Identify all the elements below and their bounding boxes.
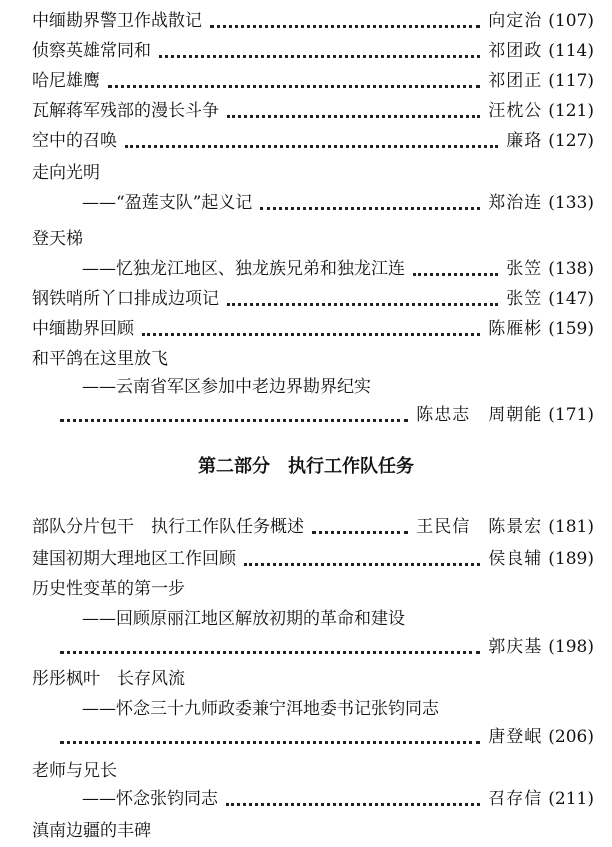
entry-author: 陈雁彬 bbox=[488, 319, 543, 339]
dot-leader bbox=[60, 650, 480, 654]
entry-author: 张笠 bbox=[506, 289, 543, 309]
entry-title: 和平鸽在这里放飞 bbox=[32, 349, 168, 369]
toc-entry bbox=[32, 32, 594, 62]
dot-leader bbox=[142, 332, 480, 336]
entry-author: 汪枕公 bbox=[488, 101, 543, 121]
entry-author: 祁团政 bbox=[488, 41, 543, 61]
dot-leader bbox=[227, 302, 498, 306]
entry-page-number: (147) bbox=[548, 289, 594, 309]
entry-page-number: (127) bbox=[548, 131, 594, 151]
dot-leader bbox=[413, 272, 498, 276]
dot-leader bbox=[60, 740, 480, 744]
toc-entry-subtitle bbox=[82, 250, 594, 280]
entry-subtitle: ——云南省军区参加中老边界勘界纪实 bbox=[82, 377, 371, 397]
entry-author: 王民信 陈景宏 bbox=[416, 517, 543, 537]
entry-author: 郭庆基 bbox=[488, 637, 543, 657]
toc-entry bbox=[32, 508, 594, 538]
entry-subtitle: ——忆独龙江地区、独龙族兄弟和独龙江连 bbox=[82, 259, 405, 279]
entry-author: 郑治连 bbox=[488, 193, 543, 213]
entry-title: 空中的召唤 bbox=[32, 131, 117, 151]
toc-entry-continuation bbox=[52, 396, 594, 426]
toc-entry bbox=[32, 340, 594, 370]
entry-subtitle: ——怀念三十九师政委兼宁洱地委书记张钧同志 bbox=[82, 699, 439, 719]
dot-leader bbox=[125, 144, 498, 148]
entry-title: 钢铁哨所丫口排成边项记 bbox=[32, 289, 219, 309]
entry-title: 登天梯 bbox=[32, 229, 83, 249]
entry-title: 彤彤枫叶 长存风流 bbox=[32, 669, 185, 689]
entry-author: 唐登岷 bbox=[488, 727, 543, 747]
entry-title: 瓦解蒋军残部的漫长斗争 bbox=[32, 101, 219, 121]
dot-leader bbox=[226, 802, 480, 806]
toc-entry bbox=[32, 154, 594, 184]
toc-entry bbox=[32, 660, 594, 690]
entry-author: 召存信 bbox=[488, 789, 543, 809]
toc-entry bbox=[32, 812, 594, 842]
toc-entry bbox=[32, 570, 594, 600]
toc-entry-subtitle bbox=[82, 690, 594, 720]
toc-entry bbox=[32, 122, 594, 152]
entry-title: 部队分片包干 执行工作队任务概述 bbox=[32, 517, 304, 537]
toc-entry bbox=[32, 540, 594, 570]
entry-title: 走向光明 bbox=[32, 163, 100, 183]
section-heading: 第二部分 执行工作队任务 bbox=[198, 456, 414, 477]
entry-page-number: (211) bbox=[548, 789, 594, 809]
entry-author: 侯良辅 bbox=[488, 549, 543, 569]
entry-page-number: (171) bbox=[548, 405, 594, 425]
entry-page-number: (181) bbox=[548, 517, 594, 537]
toc-entry-subtitle bbox=[82, 780, 594, 810]
entry-subtitle: ——回顾原丽江地区解放初期的革命和建设 bbox=[82, 609, 405, 629]
entry-title: 滇南边疆的丰碑 bbox=[32, 821, 151, 841]
entry-author: 陈忠志 周朝能 bbox=[416, 405, 543, 425]
entry-title: 建国初期大理地区工作回顾 bbox=[32, 549, 236, 569]
dot-leader bbox=[312, 530, 408, 534]
toc-entry-subtitle bbox=[82, 368, 594, 398]
entry-title: 历史性变革的第一步 bbox=[32, 579, 185, 599]
entry-page-number: (117) bbox=[548, 71, 594, 91]
entry-title: 侦察英雄常同和 bbox=[32, 41, 151, 61]
dot-leader bbox=[227, 114, 480, 118]
toc-entry-continuation bbox=[52, 628, 594, 658]
dot-leader bbox=[260, 206, 480, 210]
dot-leader bbox=[244, 562, 480, 566]
entry-page-number: (133) bbox=[548, 193, 594, 213]
toc-entry bbox=[32, 280, 594, 310]
toc-entry-subtitle bbox=[82, 600, 594, 630]
entry-title: 中缅勘界警卫作战散记 bbox=[32, 11, 202, 31]
toc-entry bbox=[32, 310, 594, 340]
toc-entry bbox=[32, 62, 594, 92]
entry-subtitle: ——“盈莲支队”起义记 bbox=[82, 193, 253, 213]
dot-leader bbox=[60, 418, 408, 422]
entry-title: 哈尼雄鹰 bbox=[32, 71, 100, 91]
entry-page-number: (159) bbox=[548, 319, 594, 339]
entry-page-number: (138) bbox=[548, 259, 594, 279]
entry-author: 向定治 bbox=[488, 11, 543, 31]
entry-title: 中缅勘界回顾 bbox=[32, 319, 134, 339]
entry-page-number: (121) bbox=[548, 101, 594, 121]
dot-leader bbox=[159, 54, 480, 58]
entry-page-number: (107) bbox=[548, 11, 594, 31]
entry-author: 张笠 bbox=[506, 259, 543, 279]
toc-entry-continuation bbox=[52, 718, 594, 748]
entry-page-number: (114) bbox=[548, 41, 594, 61]
entry-author: 廉珞 bbox=[506, 131, 543, 151]
toc-entry bbox=[32, 92, 594, 122]
entry-page-number: (198) bbox=[548, 637, 594, 657]
entry-title: 老师与兄长 bbox=[32, 761, 117, 781]
entry-subtitle: ——怀念张钧同志 bbox=[82, 789, 218, 809]
toc-entry bbox=[32, 2, 594, 32]
entry-page-number: (206) bbox=[548, 727, 594, 747]
toc-entry bbox=[32, 220, 594, 250]
dot-leader bbox=[210, 24, 480, 28]
toc-entry-subtitle bbox=[82, 184, 594, 214]
dot-leader bbox=[108, 84, 480, 88]
entry-page-number: (189) bbox=[548, 549, 594, 569]
toc-entry bbox=[32, 752, 594, 782]
entry-author: 祁团正 bbox=[488, 71, 543, 91]
